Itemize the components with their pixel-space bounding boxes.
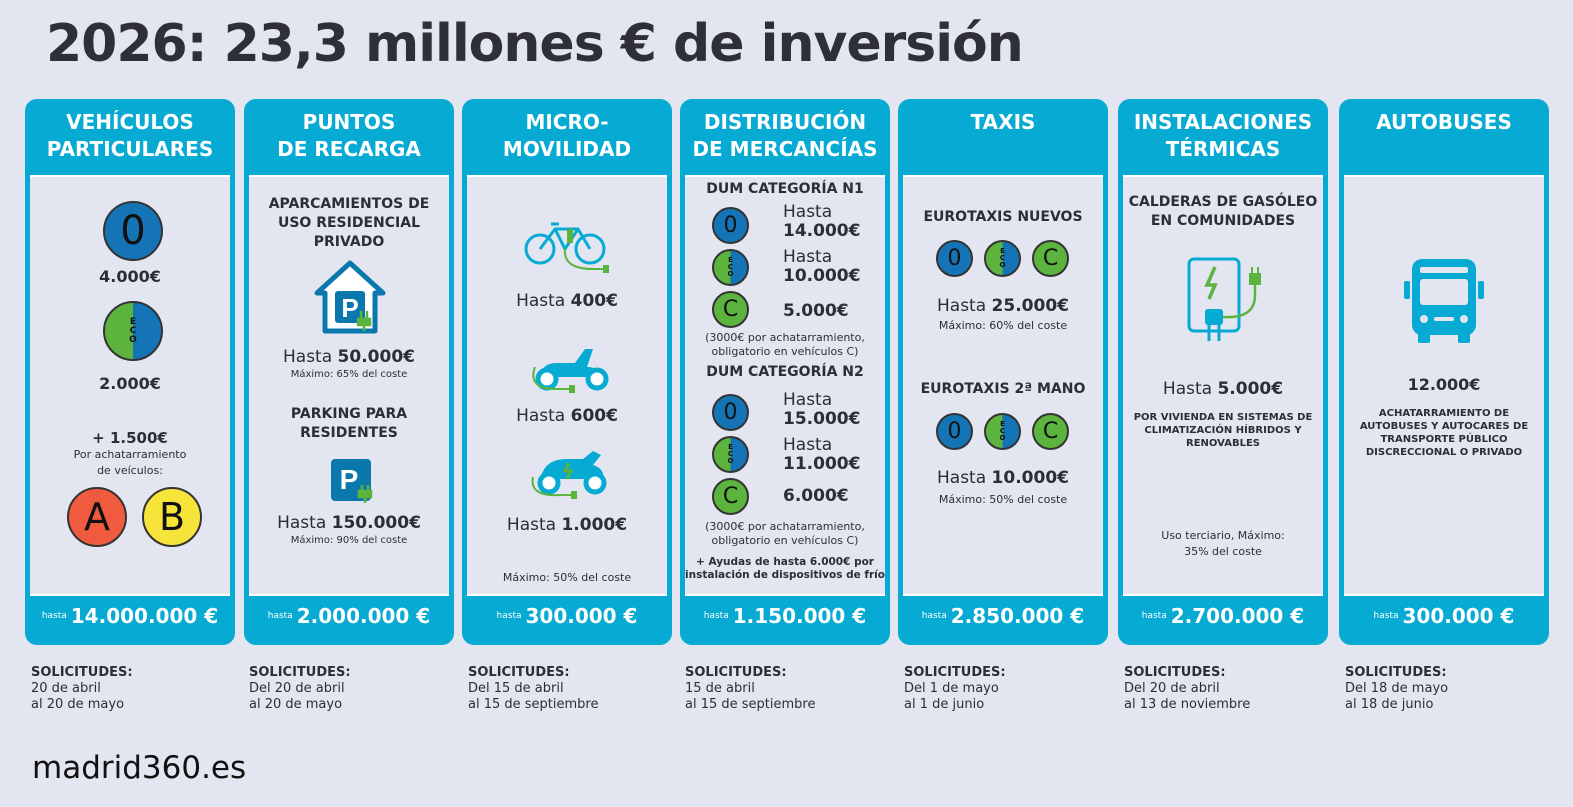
heat-charger-icon (1185, 255, 1269, 347)
dum-n1-0-amount: Hasta 14.000€ (783, 202, 861, 241)
card-instalaciones-termicas (1118, 99, 1328, 645)
solicitudes-vehiculos: SOLICITUDES: 20 de abril al 20 de mayo (31, 665, 133, 712)
dum-n1-heading: DUM CATEGORÍA N1 (706, 181, 864, 197)
bus-icon (1400, 255, 1488, 345)
dum-n2-heading: DUM CATEGORÍA N2 (706, 364, 864, 380)
svg-text:P: P (339, 464, 359, 495)
amount-eurotaxis-2a-mano: Hasta 10.000€ (937, 468, 1069, 488)
solicitudes-micromovilidad: SOLICITUDES: Del 15 de abril al 15 de septiembre (468, 665, 599, 712)
sticker-0-icon: 0 (712, 207, 749, 244)
eurotaxis-nuevos-heading: EUROTAXIS NUEVOS (923, 209, 1083, 225)
card-heading: INSTALACIONES TÉRMICAS (1133, 110, 1313, 161)
card-total: hasta 300.000 € (1373, 604, 1515, 628)
max-eurotaxis-nuevos: Máximo: 60% del coste (938, 319, 1068, 332)
amount-calderas: Hasta 5.000€ (1162, 379, 1284, 399)
parking-letter: P (341, 293, 359, 323)
card-total: hasta 14.000.000 € (41, 604, 219, 628)
eurotaxis-2a-mano-heading: EUROTAXIS 2ª MANO (920, 381, 1086, 397)
card-distribucion-mercancias (680, 99, 890, 645)
card-total: hasta 1.150.000 € (703, 604, 867, 628)
card-heading: PUNTOS DE RECARGA (277, 110, 421, 161)
page-title: 2026: 23,3 millones € de inversión (46, 14, 1023, 74)
calderas-heading: CALDERAS DE GASÓLEO EN COMUNIDADES (1128, 194, 1318, 229)
card-micromovilidad (462, 99, 672, 645)
dum-n1-note: (3000€ por achatarramiento, obligatorio en vehículos C) (705, 331, 865, 358)
escooter-icon (527, 337, 615, 393)
sticker-0-icon: 0 (936, 240, 973, 277)
card-heading: MICRO- MOVILIDAD (502, 110, 632, 161)
sticker-c-icon: C (1032, 240, 1069, 277)
card-heading: TAXIS (970, 110, 1036, 134)
card-autobuses (1339, 99, 1549, 645)
sticker-eco-icon: ECO (984, 413, 1021, 450)
sticker-eco-icon: ECO (712, 249, 749, 286)
scrap-note-1: Por achatarramiento (73, 448, 187, 461)
card-body (1123, 175, 1323, 596)
sticker-eco-icon: ECO (984, 240, 1021, 277)
amount-emotorbike: Hasta 1.000€ (506, 515, 628, 535)
solicitudes-recarga: SOLICITUDES: Del 20 de abril al 20 de mayo (249, 665, 351, 712)
autobuses-desc: ACHATARRAMIENTO DE AUTOBUSES Y AUTOCARES DE TRANSPORTE PÚBLICO DISCRECCIONAL O PRIVADO (1359, 408, 1529, 458)
sticker-c-icon: C (712, 291, 749, 328)
amount-sticker-eco: 2.000€ (99, 374, 161, 393)
brand-logo[interactable]: madrid360.es (32, 750, 247, 786)
card-vehiculos-particulares (25, 99, 235, 645)
sticker-eco-icon: ECO (103, 301, 163, 361)
sticker-0-icon: 0 (936, 413, 973, 450)
dum-n2-eco-amount: Hasta 11.000€ (783, 435, 861, 474)
emotorbike-icon (527, 441, 615, 501)
card-heading: AUTOBUSES (1376, 110, 1512, 134)
max-micromovilidad: Máximo: 50% del coste (502, 571, 632, 584)
sticker-a-icon: A (67, 487, 127, 547)
sticker-eco-icon: ECO (712, 436, 749, 473)
dum-n2-c-amount: 6.000€ (783, 486, 849, 506)
card-heading: VEHÍCULOS PARTICULARES (46, 110, 214, 161)
sticker-c-icon: C (712, 478, 749, 515)
card-total: hasta 300.000 € (496, 604, 638, 628)
card-taxis (898, 99, 1108, 645)
amount-sticker-0: 4.000€ (99, 267, 161, 286)
scrap-bonus: + 1.500€ (92, 429, 168, 447)
cold-devices-note: + Ayudas de hasta 6.000€ por instalación de dispositivos de frío (685, 556, 885, 581)
card-total: hasta 2.700.000 € (1141, 604, 1305, 628)
house-parking-icon (313, 259, 387, 335)
solicitudes-mercancias: SOLICITUDES: 15 de abril al 15 de septiembre (685, 665, 816, 712)
card-body (249, 175, 449, 596)
dum-n2-0-amount: Hasta 15.000€ (783, 390, 861, 429)
card-total: hasta 2.000.000 € (267, 604, 431, 628)
amount-autobuses: 12.000€ (1407, 375, 1481, 394)
sticker-c-icon: C (1032, 413, 1069, 450)
solicitudes-autobuses: SOLICITUDES: Del 18 de mayo al 18 de junio (1345, 665, 1449, 712)
solicitudes-taxis: SOLICITUDES: Del 1 de mayo al 1 de junio (904, 665, 1006, 712)
amount-aparcamientos: Hasta 50.000€ (283, 347, 415, 367)
dum-n1-c-amount: 5.000€ (783, 301, 849, 321)
parking-icon (329, 457, 377, 505)
max-parking: Máximo: 90% del coste (290, 535, 408, 546)
card-heading: DISTRIBUCIÓN DE MERCANCÍAS (692, 110, 878, 161)
amount-eurotaxis-nuevos: Hasta 25.000€ (937, 296, 1069, 316)
amount-ebike: Hasta 400€ (516, 291, 618, 311)
card-body (685, 175, 885, 596)
sticker-b-icon: B (142, 487, 202, 547)
ebike-icon (523, 219, 615, 279)
amount-escooter: Hasta 600€ (516, 406, 618, 426)
sticker-0-icon: 0 (103, 201, 163, 261)
dum-n1-eco-amount: Hasta 10.000€ (783, 247, 861, 286)
card-body (903, 175, 1103, 596)
max-uso-terciario: Uso terciario, Máximo: 35% del coste (1161, 529, 1285, 558)
max-eurotaxis-2a-mano: Máximo: 50% del coste (938, 493, 1068, 506)
sticker-0-icon: 0 (712, 394, 749, 431)
card-body (467, 175, 667, 596)
card-puntos-recarga (244, 99, 454, 645)
scrap-note-2: de veículos: (97, 464, 163, 477)
max-aparcamientos: Máximo: 65% del coste (290, 369, 408, 380)
card-total: hasta 2.850.000 € (921, 604, 1085, 628)
subheading-aparcamientos: APARCAMIENTOS DE USO RESIDENCIAL PRIVADO (268, 196, 430, 250)
card-body (1344, 175, 1544, 596)
solicitudes-termicas: SOLICITUDES: Del 20 de abril al 13 de noviembre (1124, 665, 1251, 712)
amount-parking: Hasta 150.000€ (277, 513, 421, 533)
calderas-desc: POR VIVIENDA EN SISTEMAS DE CLIMATIZACIÓN HÍBRIDOS Y RENOVABLES (1133, 412, 1313, 449)
card-body (30, 175, 230, 596)
subheading-parking: PARKING PARA RESIDENTES (290, 406, 408, 441)
dum-n2-note: (3000€ por achatarramiento, obligatorio en vehículos C) (705, 520, 865, 547)
